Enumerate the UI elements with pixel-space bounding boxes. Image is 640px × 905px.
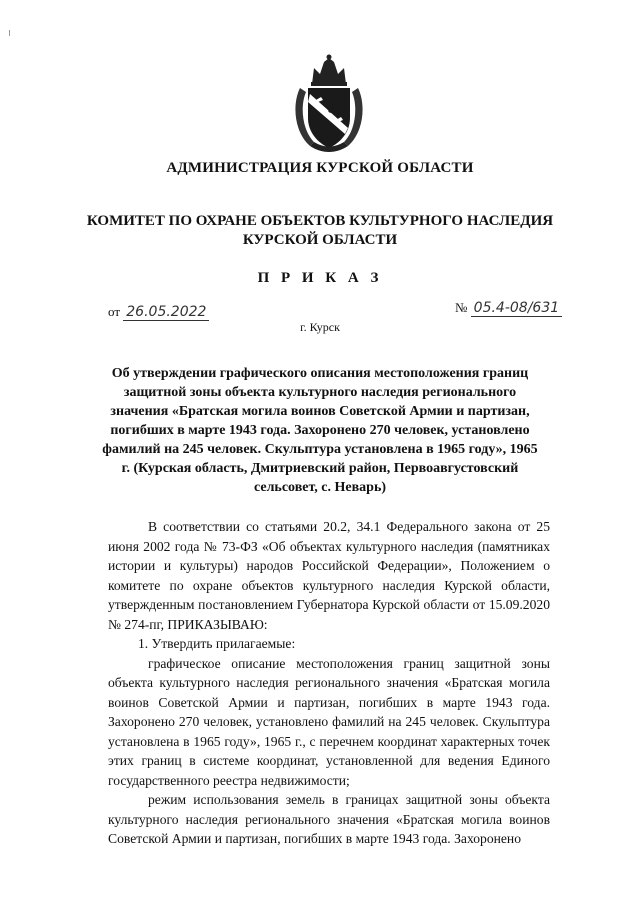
city: г. Курск bbox=[300, 320, 340, 334]
order-title: Об утверждении графического описания местоположения границ защитной зоны объекта культурного наследия регионального значения «Братская могила воинов Советской Армии и партизан, погибших в марте 1943 года. Захоронено 270 человек, установлено фамилий на 245 человек. Скульптура установлена в 1965 году», 1965 г. (Курская область, Дмитриевский район, Первоавгустовский сельсовет, с. Неварь) bbox=[102, 366, 538, 495]
committee-name bbox=[0, 212, 640, 250]
number-value: 05.4-08/631 bbox=[471, 300, 562, 317]
date-prefix: от bbox=[108, 304, 121, 319]
committee-line-2: КУРСКОЙ ОБЛАСТИ bbox=[242, 232, 398, 248]
order-number bbox=[455, 300, 562, 316]
document-type: П Р И К А З bbox=[257, 270, 383, 286]
administration-name: АДМИНИСТРАЦИЯ КУРСКОЙ ОБЛАСТИ bbox=[166, 160, 474, 176]
body-paragraph-item-1: 1. Утвердить прилагаемые: bbox=[138, 636, 296, 651]
order-date bbox=[108, 304, 209, 320]
date-value: 26.05.2022 bbox=[123, 304, 209, 321]
body-paragraph-basis: В соответствии со статьями 20.2, 34.1 Федерального закона от 25 июня 2002 года № 73-ФЗ «Об объектах культурного наследия (памятниках истории и культуры) народов Российской Федерации», Положением о комитете по охране объектов культурного наследия Курской области, утвержденным постановлением Губернатора Курской области от 15.09.2020 № 274-пг, ПРИКАЗЫВАЮ: bbox=[108, 519, 550, 632]
scan-mark bbox=[9, 30, 10, 36]
number-prefix: № bbox=[455, 300, 468, 315]
order-body bbox=[108, 517, 550, 849]
committee-line-1: КОМИТЕТ ПО ОХРАНЕ ОБЪЕКТОВ КУЛЬТУРНОГО НАСЛЕДИЯ bbox=[86, 213, 554, 229]
body-paragraph-graphic-description: графическое описание местоположения границ защитной зоны объекта культурного наследия регионального значения «Братская могила воинов Советской Армии и партизан, погибших в марте 1943 года. Захоронено 270 человек, установлено фамилий на 245 человек. Скульптура установлена в 1965 году», 1965 г., с перечнем координат характерных точек этих границ в системе координат, установленной для ведения Единого государственного реестра недвижимости; bbox=[108, 655, 550, 788]
body-paragraph-land-use-regime: режим использования земель в границах защитной зоны объекта культурного наследия регионального значения «Братская могила воинов Советской Армии и партизан, погибших в марте 1943 года. Захоронено bbox=[108, 792, 550, 846]
coat-of-arms-icon bbox=[290, 54, 368, 154]
